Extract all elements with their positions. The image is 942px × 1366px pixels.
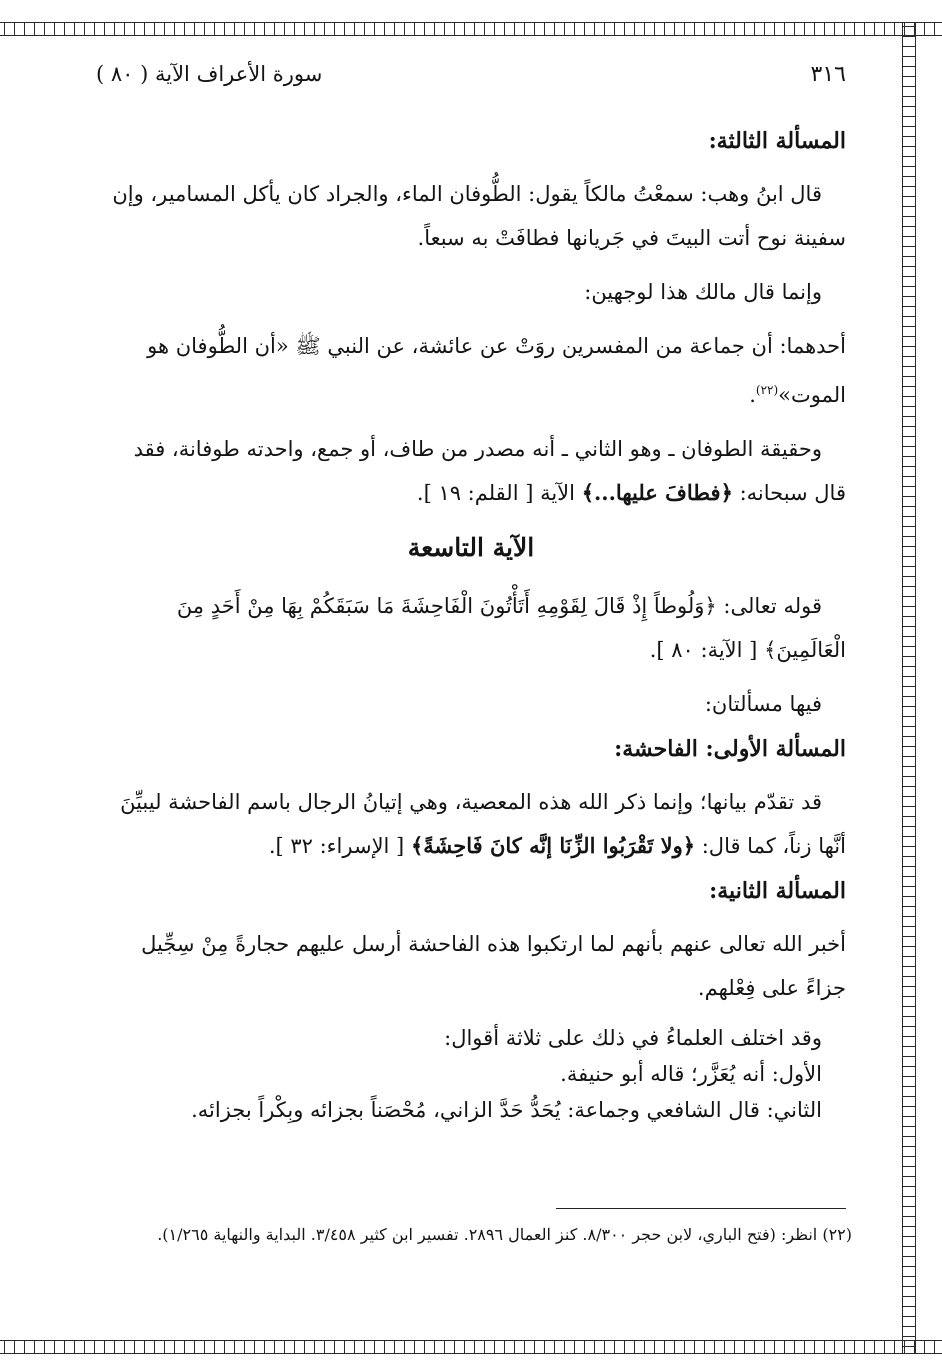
issue1-heading: المسألة الأولى: الفاحشة: xyxy=(614,736,846,762)
issue3-paragraph-3: أحدهما: أن جماعة من المفسرين روَتْ عن عائشة، عن النبي ﷺ «أن الطُّوفان هو الموت»$^{(٢٢)}$. xyxy=(147,334,846,407)
verse-reference: [ الآية: ٨٠ ]. xyxy=(649,638,758,662)
issue3-paragraph-3-text: أحدهما: أن جماعة من المفسرين روَتْ عن عائشة، عن النبي ﷺ «أن الطُّوفان هو الموت» xyxy=(147,334,846,407)
quran-reference: الآية [ القلم: ١٩ ]. xyxy=(416,481,575,505)
verse-intro: قوله تعالى: xyxy=(723,594,822,618)
issue3-paragraph-2: وإنما قال مالك هذا لوجهين: xyxy=(584,280,822,304)
issue3-heading: المسألة الثالثة: xyxy=(708,128,846,154)
issue3-paragraph-4-text: وحقيقة الطوفان ـ وهو الثاني ـ أنه مصدر من طاف، أو جمع، واحدته طوفانة، فقد قال سبحانه: xyxy=(133,437,846,505)
footnote-separator xyxy=(556,1208,846,1209)
issue2-paragraph-1: أخبر الله تعالى عنهم بأنهم لما ارتكبوا هذه الفاحشة أرسل عليهم حجارةً مِنْ سِجِّيل جزاءً على فِعْلهم. xyxy=(141,932,846,1000)
verse-paragraph xyxy=(96,584,846,672)
verse-text: ﴿وَلُوطاً إِذْ قَالَ لِقَوْمِهِ أَتَأْتُونَ الْفَاحِشَةَ مَا سَبَقَكُمْ بِهَا مِنْ أَحَدٍ مِنَ الْعَالَمِينَ﴾ xyxy=(176,594,846,662)
footnote xyxy=(96,1220,852,1250)
issue2-paragraph-4: الثاني: قال الشافعي وجماعة: يُحَدُّ حَدَّ الزاني، مُحْصَناً بجزائه وبِكْراً بجزائه. xyxy=(191,1098,822,1122)
page-body xyxy=(96,62,846,1128)
two-issues-line: فيها مسألتان: xyxy=(704,692,822,716)
issue1-paragraph xyxy=(96,780,846,868)
footnote-number: (٢٢) xyxy=(822,1225,852,1244)
page-border-bottom xyxy=(0,1340,942,1354)
quran-reference-2: [ الإسراء: ٣٢ ]. xyxy=(268,834,405,858)
running-header xyxy=(96,62,846,98)
quran-quote: ﴿فطافَ عليها...﴾ xyxy=(581,480,733,505)
footnote-reference: (٢٢) xyxy=(755,383,779,397)
issue3-paragraph-4 xyxy=(96,427,846,515)
footnote-text: انظر: (فتح الباري، لابن حجر ٨/٣٠٠. كنز العمال ٢٨٩٦. تفسير ابن كثير ٣/٤٥٨. البداية والنهاية ١/٢٦٥). xyxy=(157,1225,818,1244)
page-border-right xyxy=(902,22,916,1354)
issue2-heading: المسألة الثانية: xyxy=(709,878,846,904)
verse-title: الآية التاسعة xyxy=(407,533,535,562)
running-title: سورة الأعراف الآية ( ٨٠ ) xyxy=(96,62,323,86)
issue2-paragraph-3: الأول: أنه يُعَزَّر؛ قاله أبو حنيفة. xyxy=(560,1062,822,1086)
page-number: ٣١٦ xyxy=(810,62,846,87)
issue1-paragraph-text: قد تقدّم بيانها؛ وإنما ذكر الله هذه المعصية، وهي إتيانُ الرجال باسم الفاحشة ليبيِّنَ أنَّها زناً، كما قال: xyxy=(120,790,846,858)
page-border-top xyxy=(0,22,942,36)
quran-quote-2: ﴿ولا تَقْرَبُوا الزِّنَا إنَّه كانَ فَاحِشَةً﴾ xyxy=(410,833,696,858)
issue3-paragraph-1: قال ابنُ وهب: سمعْتُ مالكاً يقول: الطُّوفان الماء، والجراد كان يأكل المسامير، وإن سفينة نوح أتت البيتَ في جَريانها فطافَتْ به سبعاً. xyxy=(112,182,846,250)
issue2-paragraph-2: وقد اختلف العلماءُ في ذلك على ثلاثة أقوال: xyxy=(444,1026,822,1050)
